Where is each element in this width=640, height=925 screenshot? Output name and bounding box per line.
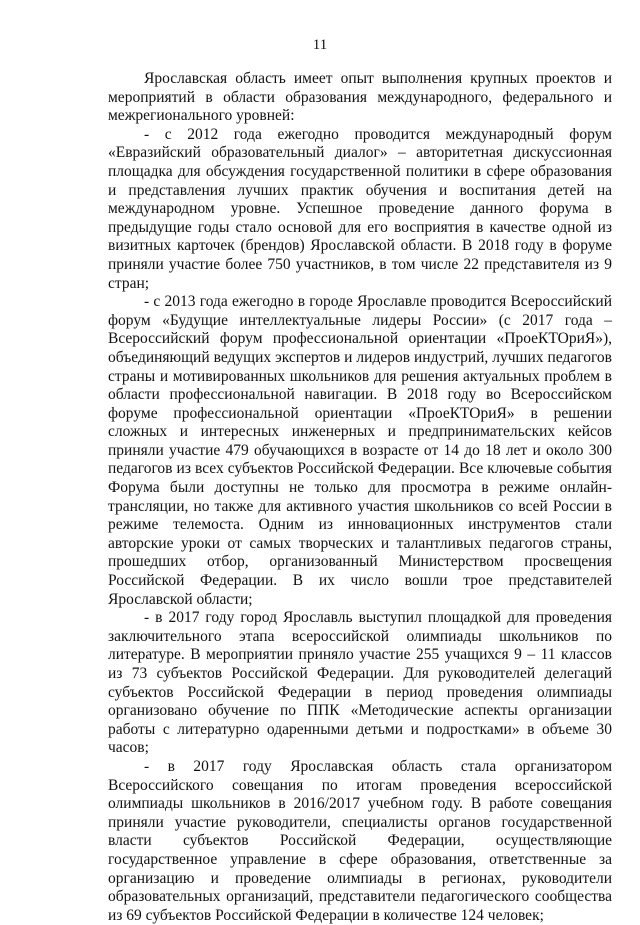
paragraph-proektoria-forum: - с 2013 года ежегодно в городе Ярославле проводится Всероссийский форум «Будущие интеллектуальные лидеры России» (с 2017 года – Всероссийский форум профессиональной ориентации «ПроеКТОриЯ»), объединяющий ведущих экспертов и лидеров индустрий, лучших педагогов страны и мотивированных школьников для решения актуальных проблем в области профессиональной навигации. В 2018 году во Всероссийском форуме профессиональной ориентации «ПроеКТОриЯ» в решении сложных и интересных инженерных и предпринимательских кейсов приняли участие 479 обучающихся в возрасте от 14 до 18 лет и около 300 педагогов из всех субъектов Российской Федерации. Все ключевые события Форума были доступны не только для просмотра в режиме онлайн-трансляции, но также для активного участия школьников со всей России в режиме телемоста. Одним из инновационных инструментов стали авторские уроки от самых творческих и талантливых педагогов страны, прошедших отбор, организованный Министерством просвещения Российской Федерации. В их число вошли трое представителей Ярославской области; <box>108 293 612 608</box>
page-number: 11 <box>312 37 328 53</box>
paragraph-olympiad-meeting: - в 2017 году Ярославская область стала организатором Всероссийского совещания по итогам проведения всероссийской олимпиады школьников в 2016/2017 учебном году. В работе совещания приняли участие руководители, специалисты органов государственной власти субъектов Российской Федерации, осуществляющие государственное управление в сфере образования, ответственные за организацию и проведение олимпиады в регионах, руководители образовательных организаций, представители педагогического сообщества из 69 субъектов Российской Федерации в количестве 124 человек; <box>108 757 612 924</box>
paragraph-intro: Ярославская область имеет опыт выполнения крупных проектов и мероприятий в области образования международного, федерального и межрегионального уровней: <box>108 70 612 125</box>
paragraph-eurasian-forum: - с 2012 года ежегодно проводится международный форум «Евразийский образовательный диалог» – авторитетная дискуссионная площадка для обсуждения государственной политики в сфере образования и представления лучших практик обучения и воспитания детей на международном уровне. Успешное проведение данного форума в предыдущие годы стало основой для его восприятия в качестве одной из визитных карточек (брендов) Ярославской области. В 2018 году в форуме приняли участие более 750 участников, в том числе 22 представителя из 9 стран; <box>108 125 612 292</box>
paragraph-literature-olympiad: - в 2017 году город Ярославль выступил площадкой для проведения заключительного этапа всероссийской олимпиады школьников по литературе. В мероприятии приняло участие 255 учащихся 9 – 11 классов из 73 субъектов Российской Федерации. Для руководителей делегаций субъектов Российской Федерации в период проведения олимпиады организовано обучение по ППК «Методические аспекты организации работы с литературно одаренными детьми и подростками» в объеме 30 часов; <box>108 609 612 757</box>
document-body <box>108 70 612 925</box>
